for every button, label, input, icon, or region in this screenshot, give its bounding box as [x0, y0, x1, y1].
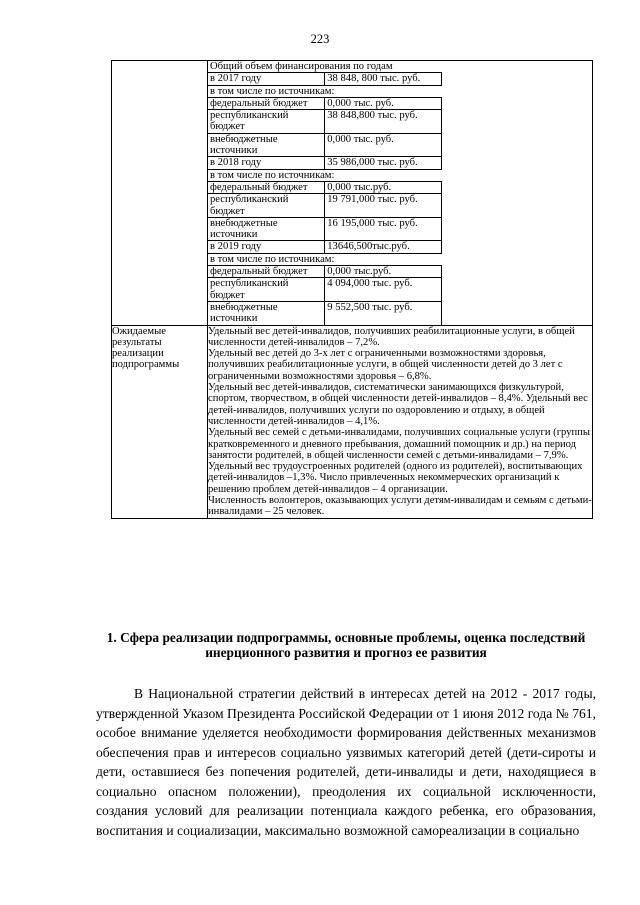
financing-cell — [208, 61, 593, 326]
source-value: 0,000 тыс. руб. — [325, 97, 442, 109]
financing-table-row — [208, 266, 442, 278]
results-paragraph: Удельный вес детей до 3-х лет с ограниченными возможностями здоровья, получивших реабилитационные услуги, в общей численности детей до 3 лет с ограниченными возможностями здоровья – 6,8%. — [208, 348, 563, 382]
section-heading: 1. Сфера реализации подпрограммы, основные проблемы, оценка последствий инерционного развития и прогноз ее развития — [106, 630, 586, 660]
financing-table-row — [208, 169, 442, 181]
source-value: 38 848,800 тыс. руб. — [325, 110, 442, 134]
source-name: внебюджетные источники — [208, 301, 325, 324]
results-label: Ожидаемые результаты реализации подпрограммы — [112, 325, 208, 518]
results-paragraph: Удельный вес детей-инвалидов, получивших реабилитационные услуги, в общей численности детей-инвалидов – 7,2%. — [208, 325, 575, 348]
financing-table-row — [208, 278, 442, 302]
financing-table-row — [208, 217, 442, 241]
financing-table-row — [208, 157, 442, 169]
source-name: республиканский бюджет — [208, 110, 325, 134]
financing-title: Общий объем финансирования по годам — [208, 61, 442, 73]
sources-label: в том числе по источникам: — [208, 169, 442, 181]
year-total: 13646,500тыс.руб. — [325, 241, 442, 253]
year-label: в 2017 году — [208, 73, 325, 85]
financing-table-row — [208, 97, 442, 109]
source-name: республиканский бюджет — [208, 194, 325, 218]
financing-table-row — [208, 110, 442, 134]
results-row — [112, 325, 593, 518]
source-name: внебюджетные источники — [208, 133, 325, 157]
source-name: внебюджетные источники — [208, 217, 325, 241]
financing-table-row — [208, 133, 442, 157]
source-name: республиканский бюджет — [208, 278, 325, 302]
source-value: 0,000 тыс.руб. — [325, 266, 442, 278]
year-total: 35 986,000 тыс. руб. — [325, 157, 442, 169]
financing-table-row — [208, 73, 442, 85]
financing-table-row — [208, 61, 442, 73]
results-text-cell — [208, 325, 593, 518]
results-paragraph: Удельный вес семей с детьми-инвалидами, получивших социальные услуги (группы кратковременного и дневного пребывания, домашний помощник и др.) на период занятости родителей, в общей численности семей с детьми-инвалидами – 7,9%. Удельный вес трудоустроенных родителей (одного из родителей), воспитывающих детей-инвалидов –1,3%. Число привлеченных некоммерческих организаций к решению проблем детей-инвалидов – 4 организации. — [208, 427, 590, 495]
financing-table-row — [208, 253, 442, 265]
source-name: федеральный бюджет — [208, 181, 325, 193]
source-value: 9 552,500 тыс. руб. — [325, 301, 442, 324]
sources-label: в том числе по источникам: — [208, 85, 442, 97]
passport-table — [111, 60, 593, 519]
financing-row — [112, 61, 593, 326]
source-value: 4 094,000 тыс. руб. — [325, 278, 442, 302]
page-number: 223 — [310, 32, 330, 46]
financing-table-row — [208, 85, 442, 97]
results-paragraph: Численность волонтеров, оказывающих услуги детям-инвалидам и семьям с детьми-инвалидами – 25 человек. — [208, 494, 592, 518]
year-label: в 2019 году — [208, 241, 325, 253]
source-value: 19 791,000 тыс. руб. — [325, 194, 442, 218]
financing-table — [208, 61, 442, 325]
financing-table-row — [208, 241, 442, 253]
financing-table-row — [208, 181, 442, 193]
results-paragraph: Удельный вес детей-инвалидов, систематически занимающихся физкультурой, спортом, творчеством, в общей численности детей-инвалидов – 8,4%. Удельный вес детей-инвалидов, получивших услуги по оздоровлению и отдыху, в общей численности детей-инвалидов – 4,1%. — [208, 382, 588, 427]
source-value: 0,000 тыс. руб. — [325, 133, 442, 157]
source-name: федеральный бюджет — [208, 97, 325, 109]
sources-label: в том числе по источникам: — [208, 253, 442, 265]
source-value: 0,000 тыс.руб. — [325, 181, 442, 193]
financing-table-row — [208, 301, 442, 324]
year-total: 38 848, 800 тыс. руб. — [325, 73, 442, 85]
financing-label-cell — [112, 61, 208, 326]
source-name: федеральный бюджет — [208, 266, 325, 278]
year-label: в 2018 году — [208, 157, 325, 169]
body-paragraph: В Национальной стратегии действий в интересах детей на 2012 - 2017 годы, утвержденной Указом Президента Российской Федерации от 1 июня 2012 года № 761, особое внимание уделяется необходимости формирования действенных механизмов обеспечения прав и интересов социально уязвимых категорий детей (дети-сироты и дети, оставшиеся без попечения родителей, дети-инвалиды и дети, находящиеся в социально опасном положении), преодоления их социальной исключенности, создания условий для реализации потенциала каждого ребенка, его образования, воспитания и социализации, максимально возможной самореализации в социально — [96, 686, 596, 838]
financing-table-row — [208, 194, 442, 218]
source-value: 16 195,000 тыс. руб. — [325, 217, 442, 241]
